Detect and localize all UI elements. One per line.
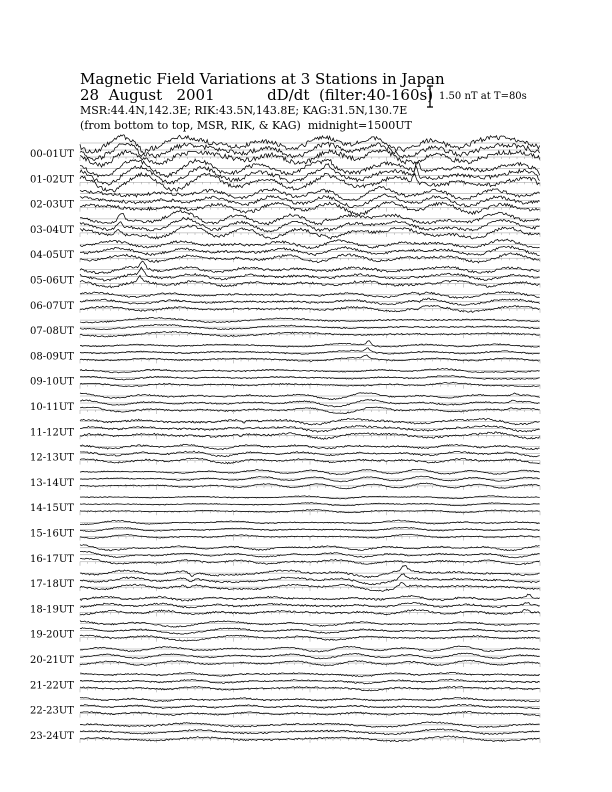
- hour-label: 20-21UT: [30, 655, 74, 666]
- hour-label: 18-19UT: [30, 604, 74, 616]
- trace-rik: [80, 348, 540, 355]
- station-coordinates: MSR:44.4N,142.3E; RIK:43.5N,143.8E; KAG:31.5N,130.7E: [80, 104, 408, 117]
- hour-label: 11-12UT: [30, 427, 74, 439]
- trace-rik: [80, 451, 540, 457]
- trace-kag: [80, 565, 540, 577]
- trace-rik: [80, 574, 540, 585]
- hour-label: 05-06UT: [30, 275, 74, 287]
- trace-kag: [80, 239, 540, 249]
- hour-label: 15-16UT: [30, 528, 74, 540]
- hour-label: 09-10UT: [30, 376, 74, 388]
- midnight-note: midnight=1500UT: [307, 119, 412, 132]
- hour-label: 04-05UT: [30, 250, 74, 262]
- hour-label: 21-22UT: [30, 680, 74, 692]
- date-day: 28: [80, 86, 100, 104]
- chart-title: Magnetic Field Variations at 3 Stations in Japan: [80, 70, 445, 88]
- date-year: 2001: [176, 86, 215, 104]
- hour-label: 00-01UT: [30, 149, 74, 160]
- hour-label: 01-02UT: [30, 174, 74, 186]
- trace-kag: [80, 672, 540, 676]
- hour-label: 17-18UT: [30, 579, 74, 591]
- trace-kag: [80, 261, 540, 274]
- hour-label: 03-04UT: [30, 224, 74, 236]
- trace-rik: [80, 602, 540, 608]
- hour-label: 23-24UT: [30, 730, 74, 742]
- trace-kag: [80, 594, 540, 601]
- trace-rik: [80, 217, 540, 231]
- hour-labels: [30, 149, 74, 742]
- trace-kag: [80, 418, 540, 425]
- filter-label: (filter:40-160s): [318, 86, 434, 104]
- hour-label: 10-11UT: [30, 402, 74, 413]
- component-label: dD/dt: [267, 86, 310, 104]
- scale-bar-label: 1.50 nT at T=80s: [439, 91, 527, 102]
- hour-label: 14-15UT: [30, 503, 74, 515]
- hour-label: 07-08UT: [30, 326, 74, 338]
- hour-label: 08-09UT: [30, 351, 74, 363]
- hour-label: 16-17UT: [30, 553, 74, 565]
- hour-label: 13-14UT: [30, 477, 74, 489]
- trace-rik: [80, 425, 540, 432]
- hour-label: 12-13UT: [30, 452, 74, 464]
- trace-kag: [80, 545, 540, 551]
- trace-msr: [80, 202, 540, 216]
- date-month: August: [108, 86, 163, 104]
- order-note: (from bottom to top, MSR, RIK, & KAG): [80, 119, 301, 132]
- trace-kag: [80, 341, 540, 348]
- trace-rik: [80, 400, 540, 407]
- hour-label: 22-23UT: [30, 705, 74, 717]
- hour-label: 06-07UT: [30, 300, 74, 312]
- trace-kag: [80, 444, 540, 449]
- trace-msr: [80, 225, 540, 239]
- hour-label: 19-20UT: [30, 629, 74, 641]
- trace-rik: [80, 628, 540, 635]
- hour-label: 02-03UT: [30, 199, 74, 211]
